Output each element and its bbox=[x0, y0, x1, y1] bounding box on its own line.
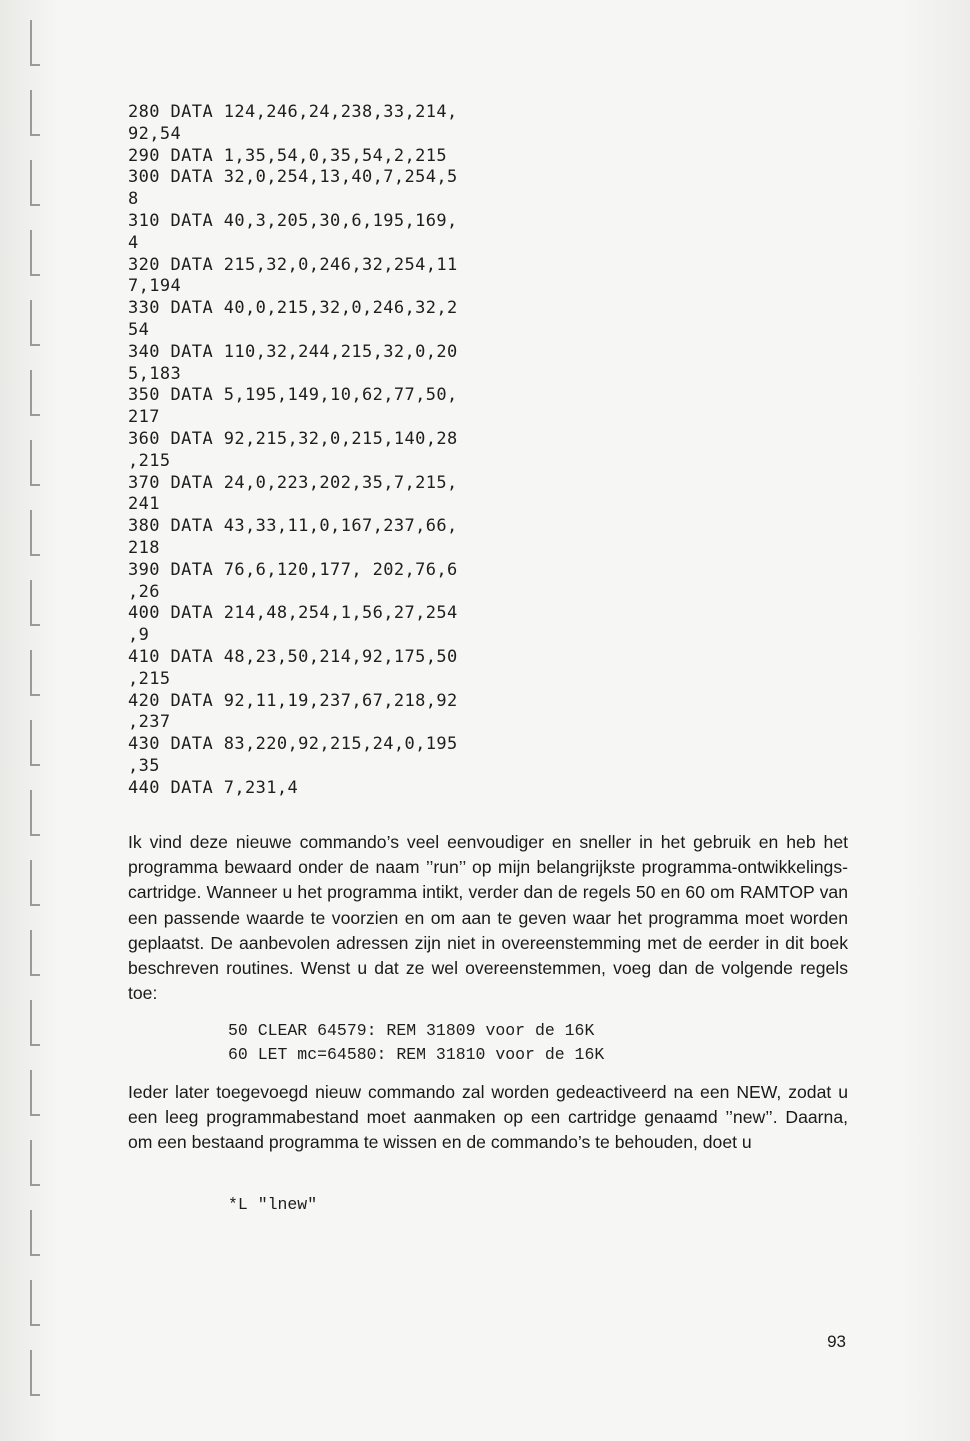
listing-line: 241 bbox=[128, 494, 160, 515]
spiral-binding bbox=[14, 20, 54, 1420]
listing-line: ,9 bbox=[128, 625, 150, 646]
paragraph-1: Ik vind deze nieuwe commando’s veel eenvoudiger en sneller in het gebruik en heb het programma bewaard onder de naam ’’run’’ op mijn belangrijkste programma-ontwikkelings-cartridge. Wanneer u het programma intikt, verder dan de regels 50 en 60 om RAMTOP van een passende waarde te voorzien en om aan te geven waar het programma moet worden geplaatst. De aanbevolen adressen zijn niet in overeenstemming met de eerder in dit boek beschreven routines. Wenst u dat ze wel overeenstemmen, voeg dan de volgende regels toe: bbox=[128, 832, 848, 1004]
listing-line: 290 DATA 1,35,54,0,35,54,2,215 bbox=[128, 145, 448, 166]
binding-hole bbox=[14, 300, 44, 362]
listing-line: 7,194 bbox=[128, 276, 182, 297]
binding-hole bbox=[14, 1000, 44, 1062]
listing-line: 280 DATA 124,246,24,238,33,214, bbox=[128, 102, 458, 122]
binding-hole bbox=[14, 440, 44, 502]
listing-line: ,215 bbox=[128, 450, 171, 471]
listing-line: 370 DATA 24,0,223,202,35,7,215, bbox=[128, 472, 458, 493]
listing-line: 340 DATA 110,32,244,215,32,0,20 bbox=[128, 341, 458, 362]
binding-hole bbox=[14, 1280, 44, 1342]
listing-line: 92,54 bbox=[128, 123, 182, 144]
binding-hole bbox=[14, 1210, 44, 1272]
listing-line: 330 DATA 40,0,215,32,0,246,32,2 bbox=[128, 298, 458, 319]
listing-line: 400 DATA 214,48,254,1,56,27,254 bbox=[128, 603, 458, 624]
binding-hole bbox=[14, 860, 44, 922]
binding-hole bbox=[14, 790, 44, 852]
binding-hole bbox=[14, 90, 44, 152]
binding-hole bbox=[14, 1070, 44, 1132]
binding-hole bbox=[14, 1140, 44, 1202]
listing-line: ,215 bbox=[128, 668, 171, 689]
listing-line: ,26 bbox=[128, 581, 160, 602]
listing-line: 4 bbox=[128, 232, 139, 253]
listing-line: 440 DATA 7,231,4 bbox=[128, 777, 299, 798]
listing-line: 8 bbox=[128, 189, 139, 210]
code-line-let: 60 LET mc=64580: REM 31810 voor de 16K bbox=[228, 1045, 605, 1064]
binding-hole bbox=[14, 720, 44, 782]
listing-line: 360 DATA 92,215,32,0,215,140,28 bbox=[128, 428, 458, 449]
binding-hole bbox=[14, 160, 44, 222]
listing-line: 410 DATA 48,23,50,214,92,175,50 bbox=[128, 646, 458, 667]
listing-line: 54 bbox=[128, 319, 150, 340]
listing-line: 310 DATA 40,3,205,30,6,195,169, bbox=[128, 210, 458, 231]
listing-line: ,35 bbox=[128, 755, 160, 776]
binding-hole bbox=[14, 1350, 44, 1412]
binding-hole bbox=[14, 20, 44, 82]
listing-line: 380 DATA 43,33,11,0,167,237,66, bbox=[128, 516, 458, 537]
listing-line: 430 DATA 83,220,92,215,24,0,195 bbox=[128, 734, 458, 755]
binding-hole bbox=[14, 930, 44, 992]
listing-line: 300 DATA 32,0,254,13,40,7,254,5 bbox=[128, 167, 458, 188]
binding-hole bbox=[14, 510, 44, 572]
binding-hole bbox=[14, 580, 44, 642]
binding-hole bbox=[14, 370, 44, 432]
binding-hole bbox=[14, 650, 44, 712]
listing-line: 217 bbox=[128, 407, 160, 428]
listing-line: ,237 bbox=[128, 712, 171, 733]
paragraph-2: Ieder later toegevoegd nieuw commando zal worden gedeactiveerd na een NEW, zodat u een leeg programmabestand moet aanmaken op een cartridge genaamd ’’new’’. Daarna, om een bestaand programma te wissen en de commando’s te behouden, doet u bbox=[128, 1082, 848, 1153]
listing-line: 5,183 bbox=[128, 363, 182, 384]
listing-line: 420 DATA 92,11,19,237,67,218,92 bbox=[128, 690, 458, 711]
binding-hole bbox=[14, 230, 44, 292]
listing-line: 320 DATA 215,32,0,246,32,254,11 bbox=[128, 254, 458, 275]
code-line-clear: 50 CLEAR 64579: REM 31809 voor de 16K bbox=[228, 1021, 595, 1040]
page-number: 93 bbox=[827, 1332, 846, 1351]
listing-line: 350 DATA 5,195,149,10,62,77,50, bbox=[128, 385, 458, 406]
code-line-load: *L "lnew" bbox=[228, 1195, 318, 1214]
basic-listing bbox=[128, 102, 568, 800]
listing-line: 390 DATA 76,6,120,177, 202,76,6 bbox=[128, 559, 458, 580]
listing-line: 218 bbox=[128, 537, 160, 558]
